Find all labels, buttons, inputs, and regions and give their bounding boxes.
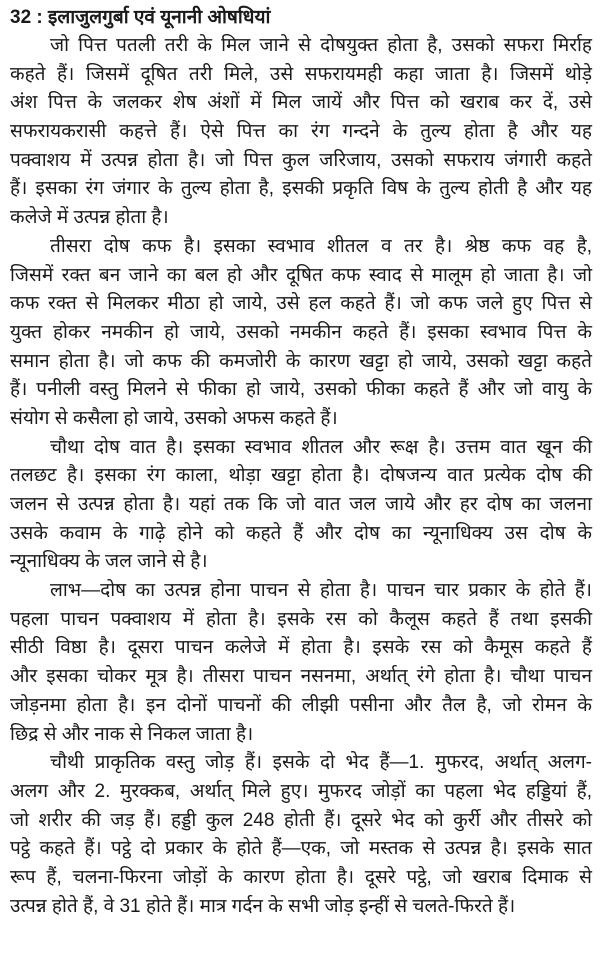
body-text xyxy=(10,32,592,921)
text-line: सीठी विष्ठा है। दूसरा पाचन कलेजे में होता है। इसके रस को कैमूस कहते हैं xyxy=(10,637,592,659)
text-line: पहला पाचन पक्वाशय में होता है। इसके रस को कैलूस कहते हैं तथा इसकी xyxy=(10,608,592,630)
text-line: चौथा दोष वात है। इसका स्वभाव शीतल और रूक्ष है। उत्तम वात खून की xyxy=(50,436,592,458)
text-line: छिद्र से और नाक से निकल जाता है। xyxy=(10,723,254,745)
text-line: हैं। इसका रंग जंगार के तुल्य होता है, इसकी प्रकृति विष के तुल्य होती है और यह xyxy=(10,178,592,200)
text-line: तलछट है। इसका रंग काला, थोड़ा खट्टा होता है। दोषजन्य वात प्रत्येक दोष की xyxy=(10,465,592,487)
text-line: अलग और 2. मुरक्कब, अर्थात् मिले हुए। मुफरद जोड़ों का पहला भेद हड्डियां हैं, xyxy=(10,780,592,802)
text-line: जिसमें रक्त बन जाने का बल हो और दूषित कफ स्वाद से मालूम हो जाता है। जो xyxy=(10,264,592,286)
text-line: न्यूनाधिक्य के जल जाने से है। xyxy=(10,551,208,573)
text-line: रूप हैं, चलना-फिरना जोड़ों के कारण होता है। दूसरे पट्ठे, जो खराब दिमाक से xyxy=(10,866,592,888)
header-separator: : xyxy=(36,7,43,28)
text-line: लाभ—दोष का उत्पन्न होना पाचन से होता है। पाचन चार प्रकार के होते हैं। xyxy=(50,580,592,602)
text-line: पक्वाशय में उत्पन्न होता है। जो पित्त कुल जरिजाय, उसको सफराय जंगारी कहते xyxy=(10,149,592,171)
paragraph xyxy=(10,32,592,233)
text-line: उसके कवाम के गाढ़े होने को कहते हैं और दोष का न्यूनाधिक्य उस दोष के xyxy=(10,522,592,544)
text-line: अंश पित्त के जलकर शेष अंशों में मिल जायें और पित्त को खराब कर दें, उसे xyxy=(10,92,592,114)
paragraph xyxy=(10,434,592,577)
page-header xyxy=(10,4,592,32)
text-line: समान होता है। जो कफ की कमजोरी के कारण खट्टा हो जाये, उसको खट्टा कहते xyxy=(10,350,592,372)
text-line: पट्ठे कहते हैं। पट्ठे दो प्रकार के होते हैं—एक, जो मस्तक से उत्पन्न है। इसके सात xyxy=(10,838,592,860)
paragraph xyxy=(10,577,592,749)
text-line: हैं। पनीली वस्तु मिलने से फीका हो जाये, उसको फीका कहते हैं और जो वायु के xyxy=(10,379,592,401)
text-line: कहते हैं। जिसमें दूषित तरी मिले, उसे सफरायमही कहा जाता है। जिसमें थोड़े xyxy=(10,63,592,85)
text-line: और इसका चोकर मूत्र है। तीसरा पाचन नसनमा, अर्थात् रंगे होता है। चौथा पाचन xyxy=(10,666,592,688)
text-line: कफ रक्त से मिलकर मीठा हो जाये, उसे हल कहते हैं। जो कफ जले हुए पित्त से xyxy=(10,293,592,315)
text-line: युक्त होकर नमकीन हो जाये, उसको नमकीन कहते हैं। इसका स्वभाव पित्त के xyxy=(10,321,592,343)
text-line: जो पित्त पतली तरी के मिल जाने से दोषयुक्त होता है, उसको सफरा मिर्राह xyxy=(50,35,592,56)
text-line: उत्पन्न होते हैं, वे 31 होते हैं। मात्र गर्दन के सभी जोड़ इन्हीं से चलते-फिरते हैं। xyxy=(10,895,516,917)
text-line: संयोग से कसैला हो जाये, उसको अफस कहते हैं। xyxy=(10,407,338,429)
text-line: सफरायकरासी कहत्ते हैं। ऐसे पित्त का रंग गन्दने के तुल्य होता है और यह xyxy=(10,121,592,143)
paragraph xyxy=(10,749,592,921)
paragraph xyxy=(10,233,592,434)
text-line: कलेजे में उत्पन्न होता है। xyxy=(10,207,169,229)
text-line: जोड़नमा होता है। इन दोनों पाचनों की लीझी पसीना और तैल है, जो रोमन के xyxy=(10,694,592,716)
text-line: तीसरा दोष कफ है। इसका स्वभाव शीतल व तर है। श्रेष्ठ कफ वह है, xyxy=(50,235,592,257)
running-title: इलाजुलगुर्बा एवं यूनानी ओषधियां xyxy=(48,7,271,28)
text-line: चौथी प्राकृतिक वस्तु जोड़ हैं। इसके दो भेद हैं—1. मुफरद, अर्थात् अलग- xyxy=(50,752,592,774)
text-line: जलन से उत्पन्न होता है। यहां तक कि जो वात जल जाये और हर दोष का जलना xyxy=(10,494,592,515)
page-number: 32 xyxy=(10,7,32,28)
text-line: जो शरीर की जड़ हैं। हड्डी कुल 248 होती हैं। दूसरे भेद को कुर्री और तीसरे को xyxy=(10,809,592,831)
